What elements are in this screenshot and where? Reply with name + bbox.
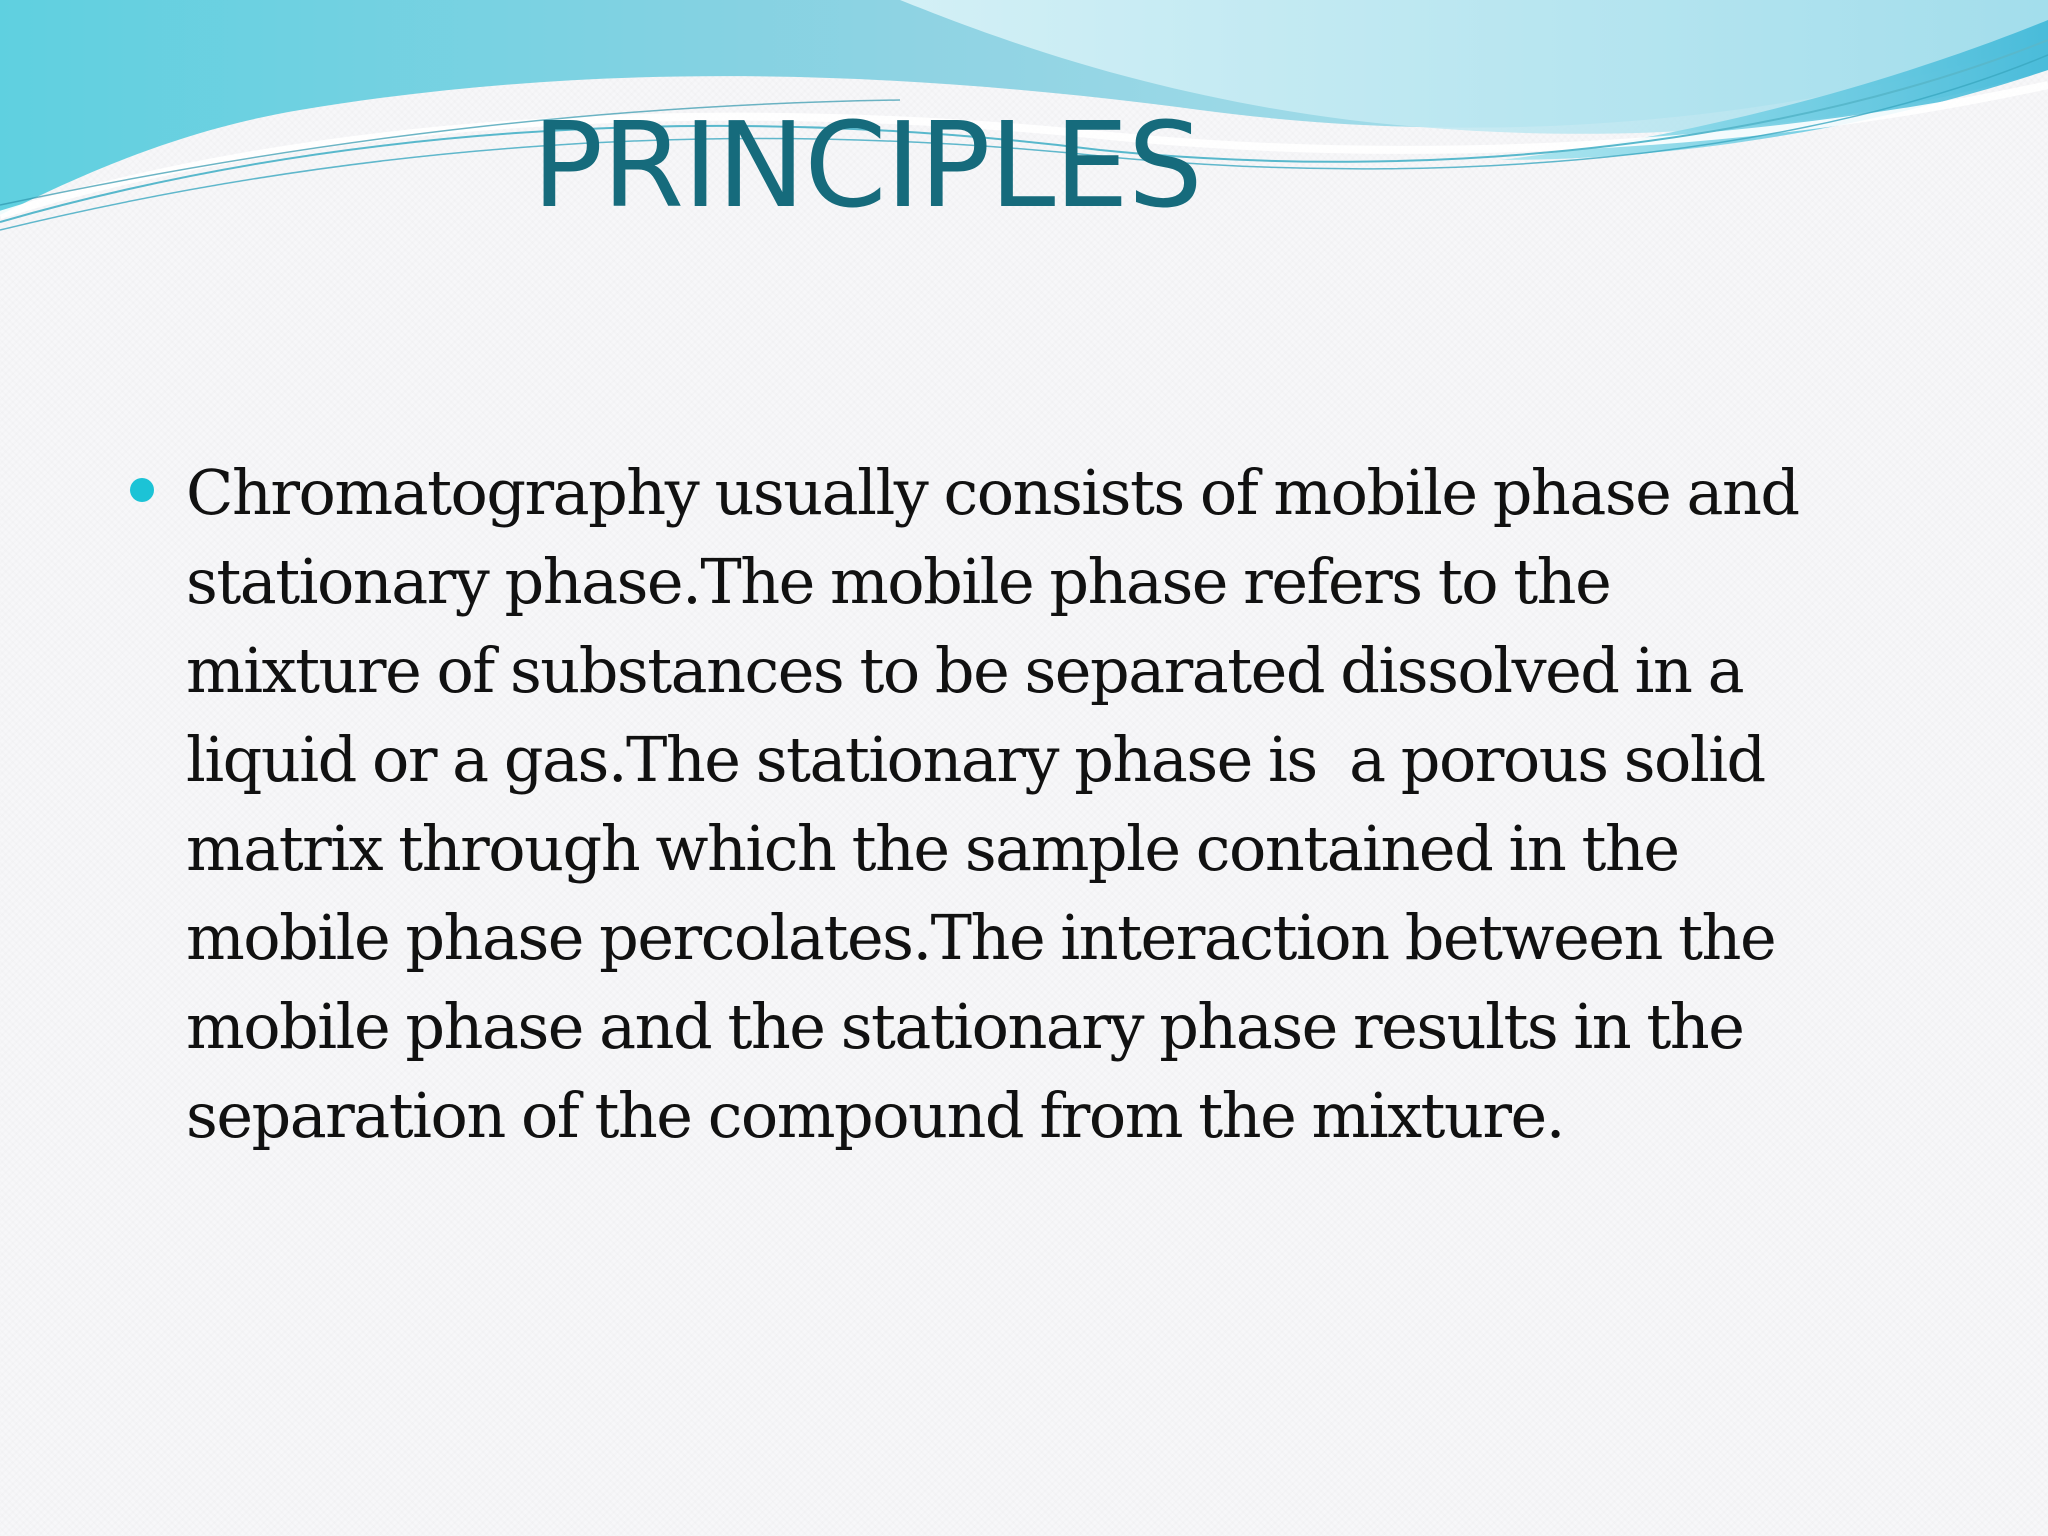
bullet-line-6: mobile phase percolates.The interaction between the [186, 901, 1776, 974]
bullet-line-1: Chromatography usually consists of mobile phase and [186, 456, 1799, 529]
bullet-line-5: matrix through which the sample contained in the [186, 812, 1679, 885]
bullet-line-7: mobile phase and the stationary phase results in the [186, 990, 1744, 1063]
slide-title: PRINCIPLES [532, 96, 1202, 234]
bullet-text [186, 448, 1930, 1160]
bullet-line-3: mixture of substances to be separated dissolved in a [186, 634, 1744, 707]
bullet-line-4: liquid or a gas.The stationary phase is a porous solid [186, 723, 1765, 796]
bullet-line-2: stationary phase.The mobile phase refers to the [186, 545, 1611, 618]
bullet-dot-icon [130, 478, 154, 502]
bullet-item [130, 448, 1930, 1160]
bullet-list [130, 448, 1930, 1160]
bullet-line-8: separation of the compound from the mixture. [186, 1079, 1564, 1152]
